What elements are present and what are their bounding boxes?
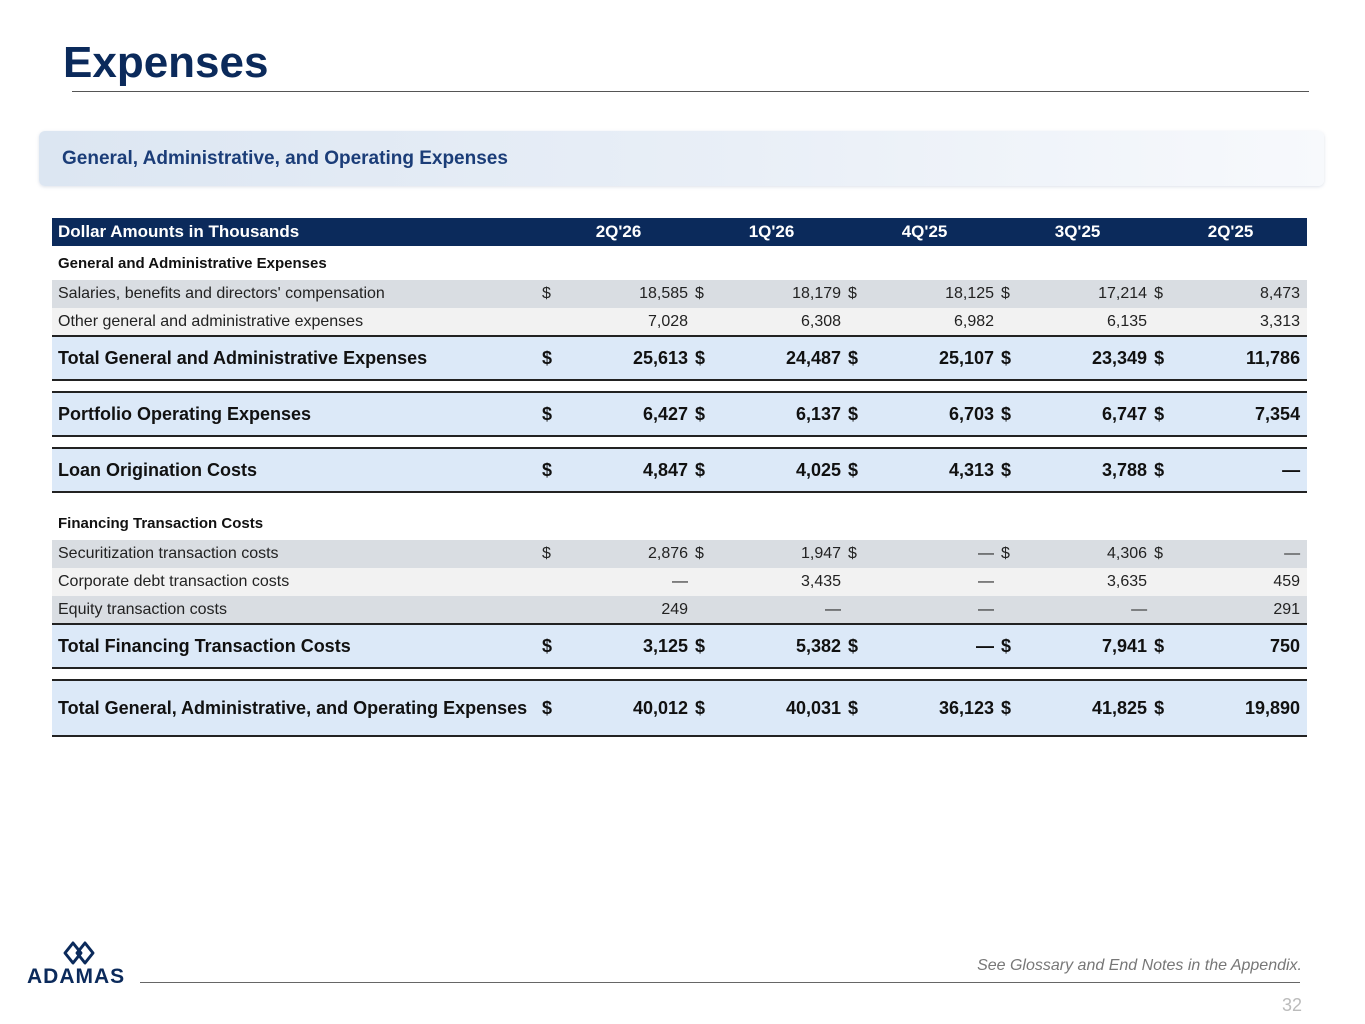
currency-symbol: $	[1001, 392, 1031, 436]
cell-value: 40,031	[725, 680, 848, 736]
title-divider	[72, 91, 1309, 92]
currency-symbol: $	[542, 624, 572, 668]
brand-name: ADAMAS	[27, 965, 126, 988]
cell-value: 6,747	[1031, 392, 1154, 436]
currency-symbol: $	[695, 545, 704, 562]
row-label: Total General, Administrative, and Operating Expenses	[52, 680, 542, 736]
brand-logo	[27, 940, 137, 990]
page-title: Expenses	[63, 38, 269, 87]
currency-symbol	[848, 568, 878, 596]
footer-divider	[140, 982, 1300, 983]
cell-value: 1,947	[800, 545, 842, 562]
total-row	[52, 448, 1307, 492]
header-period: 2Q'25	[1207, 222, 1254, 241]
currency-symbol	[848, 596, 878, 624]
brand-mark-icon	[63, 940, 99, 966]
cell-value: 7,941	[1031, 624, 1154, 668]
section-label: Financing Transaction Costs	[58, 514, 264, 532]
cell-value: 5,382	[725, 624, 848, 668]
cell-value: 7,028	[647, 312, 689, 330]
currency-symbol	[542, 308, 572, 336]
cell-value: 6,427	[572, 392, 695, 436]
currency-symbol: $	[1154, 448, 1184, 492]
table-header-row	[52, 218, 1307, 246]
total-row	[52, 336, 1307, 380]
section-row	[52, 506, 1307, 540]
currency-symbol: $	[695, 336, 725, 380]
currency-symbol	[695, 596, 725, 624]
currency-symbol	[695, 308, 725, 336]
cell-value: 11,786	[1184, 336, 1307, 380]
page-number: 32	[1281, 995, 1302, 1015]
currency-symbol: $	[848, 336, 878, 380]
currency-symbol: $	[542, 336, 572, 380]
cell-value: 4,306	[1107, 545, 1148, 562]
cell-value: 3,788	[1031, 448, 1154, 492]
table-row	[52, 540, 1307, 568]
cell-value: 4,313	[878, 448, 1001, 492]
cell-value: 24,487	[725, 336, 848, 380]
row-label: Securitization transaction costs	[58, 545, 279, 562]
header-period: 2Q'26	[595, 222, 642, 241]
section-heading: General, Administrative, and Operating Expenses	[62, 148, 508, 169]
row-label: Equity transaction costs	[58, 600, 227, 618]
row-spacer	[52, 380, 1307, 392]
currency-symbol: $	[848, 545, 857, 562]
section-banner	[39, 131, 1324, 186]
cell-value: 40,012	[572, 680, 695, 736]
expenses-table	[52, 218, 1307, 737]
header-label: Dollar Amounts in Thousands	[58, 222, 300, 241]
row-label: Other general and administrative expenses	[58, 312, 364, 330]
cell-value: 18,585	[639, 285, 689, 302]
currency-symbol: $	[1154, 392, 1184, 436]
cell-value: 41,825	[1031, 680, 1154, 736]
currency-symbol: $	[695, 624, 725, 668]
cell-value: 6,137	[725, 392, 848, 436]
currency-symbol: $	[542, 392, 572, 436]
currency-symbol: $	[695, 448, 725, 492]
cell-value: 3,313	[1260, 312, 1301, 330]
row-spacer	[52, 436, 1307, 448]
cell-value: —	[1131, 600, 1148, 618]
currency-symbol: $	[848, 285, 857, 302]
currency-symbol	[1001, 308, 1031, 336]
section-label: General and Administrative Expenses	[58, 254, 327, 272]
cell-value: —	[978, 600, 995, 618]
currency-symbol: $	[848, 448, 878, 492]
header-period: 4Q'25	[901, 222, 948, 241]
currency-symbol	[848, 308, 878, 336]
currency-symbol: $	[1001, 336, 1031, 380]
cell-value: 18,125	[945, 285, 995, 302]
currency-symbol: $	[848, 680, 878, 736]
cell-value: —	[978, 573, 995, 590]
cell-value: 8,473	[1260, 285, 1301, 302]
cell-value: 249	[661, 600, 689, 618]
cell-value: 36,123	[878, 680, 1001, 736]
currency-symbol: $	[848, 392, 878, 436]
cell-value: 4,025	[725, 448, 848, 492]
cell-value: 6,703	[878, 392, 1001, 436]
currency-symbol: $	[1154, 336, 1184, 380]
currency-symbol: $	[542, 448, 572, 492]
currency-symbol: $	[695, 680, 725, 736]
row-spacer	[52, 668, 1307, 680]
currency-symbol: $	[1154, 624, 1184, 668]
currency-symbol: $	[1001, 285, 1010, 302]
cell-value: 6,135	[1107, 312, 1148, 330]
grand-total-row	[52, 680, 1307, 736]
currency-symbol: $	[542, 285, 551, 302]
cell-value: 18,179	[792, 285, 842, 302]
cell-value: —	[978, 545, 995, 562]
cell-value: 750	[1184, 624, 1307, 668]
currency-symbol	[1154, 308, 1184, 336]
currency-symbol: $	[695, 285, 704, 302]
currency-symbol: $	[1154, 285, 1163, 302]
footnote: See Glossary and End Notes in the Appendix.	[977, 957, 1302, 974]
row-label: Corporate debt transaction costs	[58, 573, 290, 590]
currency-symbol	[695, 568, 725, 596]
table-row	[52, 308, 1307, 336]
row-label: Loan Origination Costs	[52, 448, 542, 492]
cell-value: —	[1284, 545, 1301, 562]
row-label: Total General and Administrative Expenses	[52, 336, 542, 380]
cell-value: 3,635	[1107, 573, 1148, 590]
currency-symbol	[1001, 596, 1031, 624]
currency-symbol: $	[695, 392, 725, 436]
cell-value: 3,435	[800, 573, 842, 590]
cell-value: 25,613	[572, 336, 695, 380]
row-label: Total Financing Transaction Costs	[52, 624, 542, 668]
cell-value: 459	[1273, 573, 1301, 590]
cell-value: 23,349	[1031, 336, 1154, 380]
total-row	[52, 624, 1307, 668]
currency-symbol: $	[1154, 545, 1163, 562]
cell-value: —	[1184, 448, 1307, 492]
currency-symbol	[542, 596, 572, 624]
cell-value: 6,308	[800, 312, 842, 330]
currency-symbol	[1154, 596, 1184, 624]
row-spacer	[52, 492, 1307, 506]
currency-symbol: $	[542, 680, 572, 736]
total-row	[52, 392, 1307, 436]
row-label: Salaries, benefits and directors' compensation	[58, 285, 385, 302]
cell-value: 4,847	[572, 448, 695, 492]
header-period: 3Q'25	[1054, 222, 1101, 241]
currency-symbol: $	[848, 624, 878, 668]
cell-value: —	[825, 600, 842, 618]
currency-symbol: $	[1001, 448, 1031, 492]
currency-symbol: $	[542, 545, 551, 562]
table-row	[52, 596, 1307, 624]
cell-value: 291	[1273, 600, 1301, 618]
table-row	[52, 568, 1307, 596]
currency-symbol: $	[1154, 680, 1184, 736]
header-period: 1Q'26	[748, 222, 795, 241]
cell-value: 6,982	[954, 312, 995, 330]
currency-symbol: $	[1001, 624, 1031, 668]
cell-value: —	[878, 624, 1001, 668]
cell-value: 19,890	[1184, 680, 1307, 736]
table-row	[52, 280, 1307, 308]
cell-value: 7,354	[1184, 392, 1307, 436]
cell-value: 3,125	[572, 624, 695, 668]
currency-symbol	[542, 568, 572, 596]
cell-value: 25,107	[878, 336, 1001, 380]
cell-value: —	[672, 573, 689, 590]
cell-value: 17,214	[1098, 285, 1148, 302]
currency-symbol: $	[1001, 680, 1031, 736]
currency-symbol	[1154, 568, 1184, 596]
currency-symbol: $	[1001, 545, 1010, 562]
section-row	[52, 246, 1307, 280]
row-label: Portfolio Operating Expenses	[52, 392, 542, 436]
cell-value: 2,876	[647, 545, 689, 562]
currency-symbol	[1001, 568, 1031, 596]
